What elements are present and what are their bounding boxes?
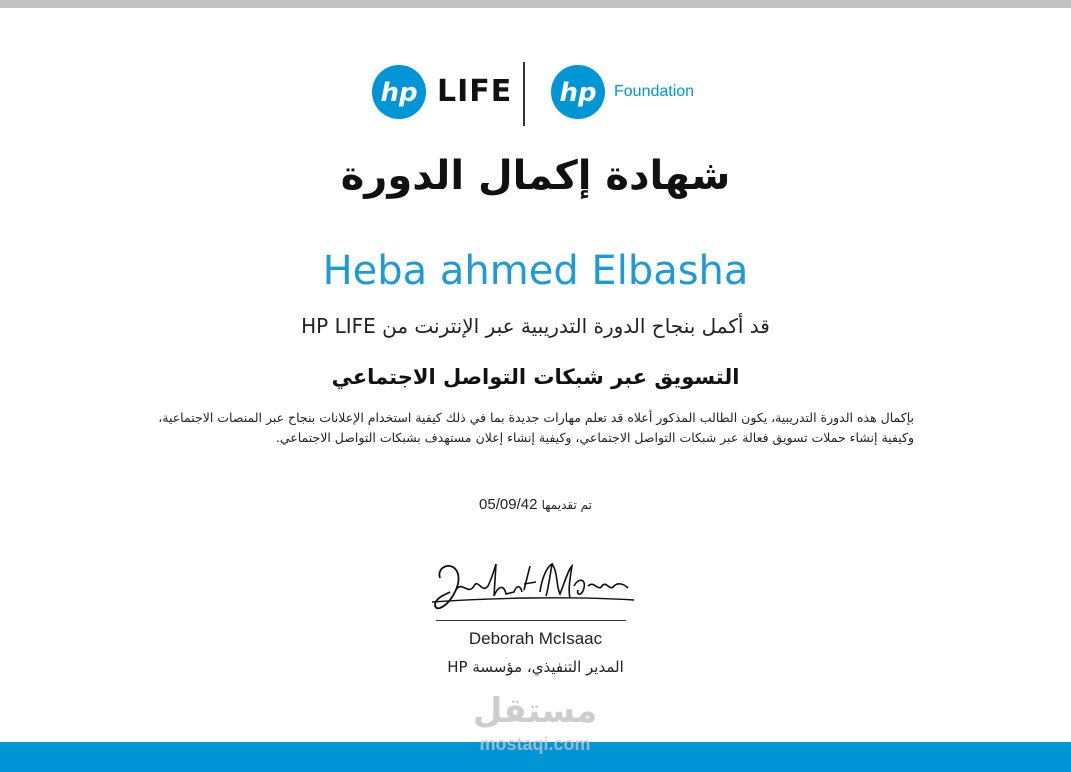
signer-title: المدير التنفيذي، مؤسسة HP (447, 658, 624, 676)
recipient-name: Heba ahmed Elbasha (322, 248, 749, 294)
hp-logo-icon (550, 64, 606, 120)
signer-name: Deborah McIsaac (468, 629, 603, 648)
certificate-title: شهادة إكمال الدورة (340, 153, 731, 199)
signature-line (436, 620, 626, 621)
life-logo-text: LIFE (437, 74, 513, 109)
signature-image (428, 556, 638, 616)
issued-line (100, 492, 971, 518)
course-name: التسويق عبر شبكات التواصل الاجتماعي (331, 365, 740, 389)
issued-label: تم تقديمها (541, 498, 592, 512)
hp-logo-icon (371, 64, 427, 120)
course-description: بإكمال هذه الدورة التدريبية، يكون الطالب المذكور أعلاه قد تعلم مهارات جديدة بما في ذلك كيفية استخدام الإعلانات بنجاح عبر المنصات الاجتماعية، وكيفية إنشاء حملات تسويق فعالة عبر شبكات التواصل الاجتماعي، وكيفية إنشاء إعلان مستهدف بشبكات التواصل الاجتماعي. (158, 410, 914, 445)
svg-text:hp: hp (559, 78, 597, 108)
logo-divider (523, 62, 525, 126)
issued-date: 05/09/42 (479, 496, 538, 513)
top-bar (0, 0, 1071, 8)
svg-text:hp: hp (380, 78, 418, 108)
watermark-arabic: مستقل (472, 691, 598, 731)
watermark-url: mostaqi.com (479, 734, 591, 754)
completion-statement: قد أكمل بنجاح الدورة التدريبية عبر الإنترنت من HP LIFE (301, 314, 770, 338)
foundation-logo-text: Foundation (614, 83, 695, 100)
